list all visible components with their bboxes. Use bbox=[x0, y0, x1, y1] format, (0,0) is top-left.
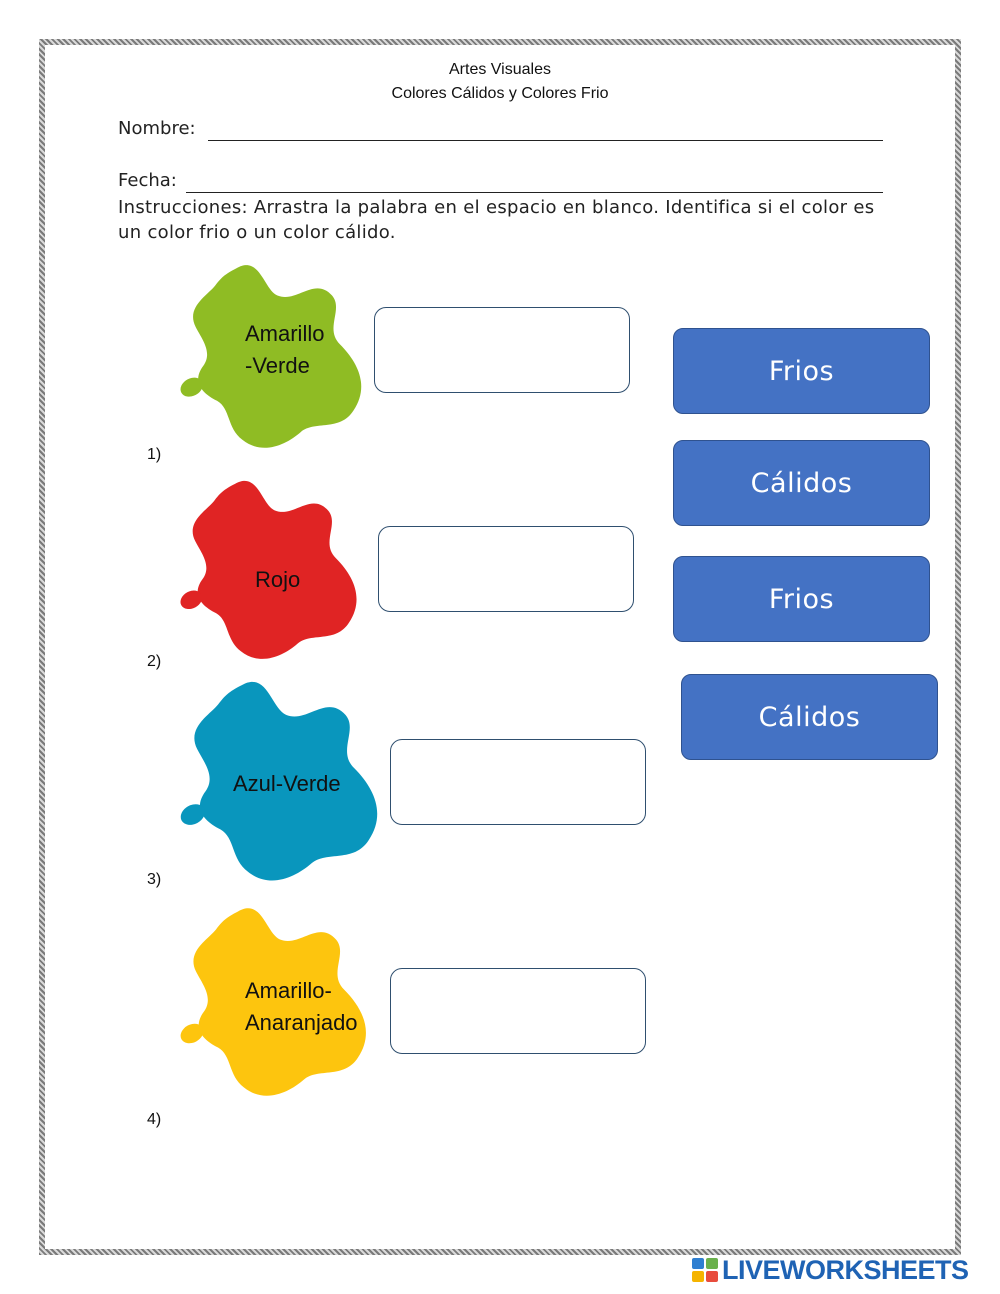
draggable-word-frios-2[interactable]: Frios bbox=[673, 556, 930, 642]
answer-drop-zone-2[interactable] bbox=[378, 526, 634, 612]
item-1-number: 1) bbox=[147, 446, 162, 463]
item-4-color-label bbox=[245, 975, 358, 1039]
answer-drop-zone-4[interactable] bbox=[390, 968, 646, 1054]
item-1-label-line1: Amarillo bbox=[245, 321, 325, 346]
item-3-color-label bbox=[233, 768, 341, 800]
draggable-word-frios-1[interactable]: Frios bbox=[673, 328, 930, 414]
date-line bbox=[186, 192, 883, 193]
answer-drop-zone-3[interactable] bbox=[390, 739, 646, 825]
date-field[interactable] bbox=[118, 170, 883, 198]
item-3-number: 3) bbox=[147, 871, 162, 888]
item-2-number: 2) bbox=[147, 653, 162, 670]
name-line bbox=[208, 140, 883, 141]
item-2-color-label bbox=[255, 564, 300, 596]
draggable-word-calidos-1[interactable]: Cálidos bbox=[673, 440, 930, 526]
answer-drop-zone-1[interactable] bbox=[374, 307, 630, 393]
draggable-word-calidos-2[interactable]: Cálidos bbox=[681, 674, 938, 760]
liveworksheets-logo-text: LIVEWORKSHEETS bbox=[722, 1255, 969, 1285]
item-4-number: 4) bbox=[147, 1111, 162, 1128]
liveworksheets-logo bbox=[692, 1255, 969, 1285]
item-4-label-line1: Amarillo- bbox=[245, 978, 332, 1003]
name-label: Nombre: bbox=[118, 118, 196, 139]
worksheet-subject: Artes Visuales bbox=[449, 61, 551, 78]
item-1-color-label bbox=[245, 318, 324, 382]
item-1-label-line2: -Verde bbox=[245, 353, 310, 378]
worksheet-title: Colores Cálidos y Colores Frio bbox=[391, 85, 609, 102]
liveworksheets-logo-icon bbox=[692, 1258, 718, 1282]
item-4-label-line2: Anaranjado bbox=[245, 1010, 358, 1035]
instructions-text: Instrucciones: Arrastra la palabra en el espacio en blanco. Identifica si el color es un color frio o un color cálido. bbox=[118, 197, 875, 243]
name-field[interactable] bbox=[118, 118, 883, 146]
date-label: Fecha: bbox=[118, 170, 177, 191]
item-3-label-line1: Azul-Verde bbox=[233, 771, 341, 796]
item-2-label-line1: Rojo bbox=[255, 567, 301, 592]
